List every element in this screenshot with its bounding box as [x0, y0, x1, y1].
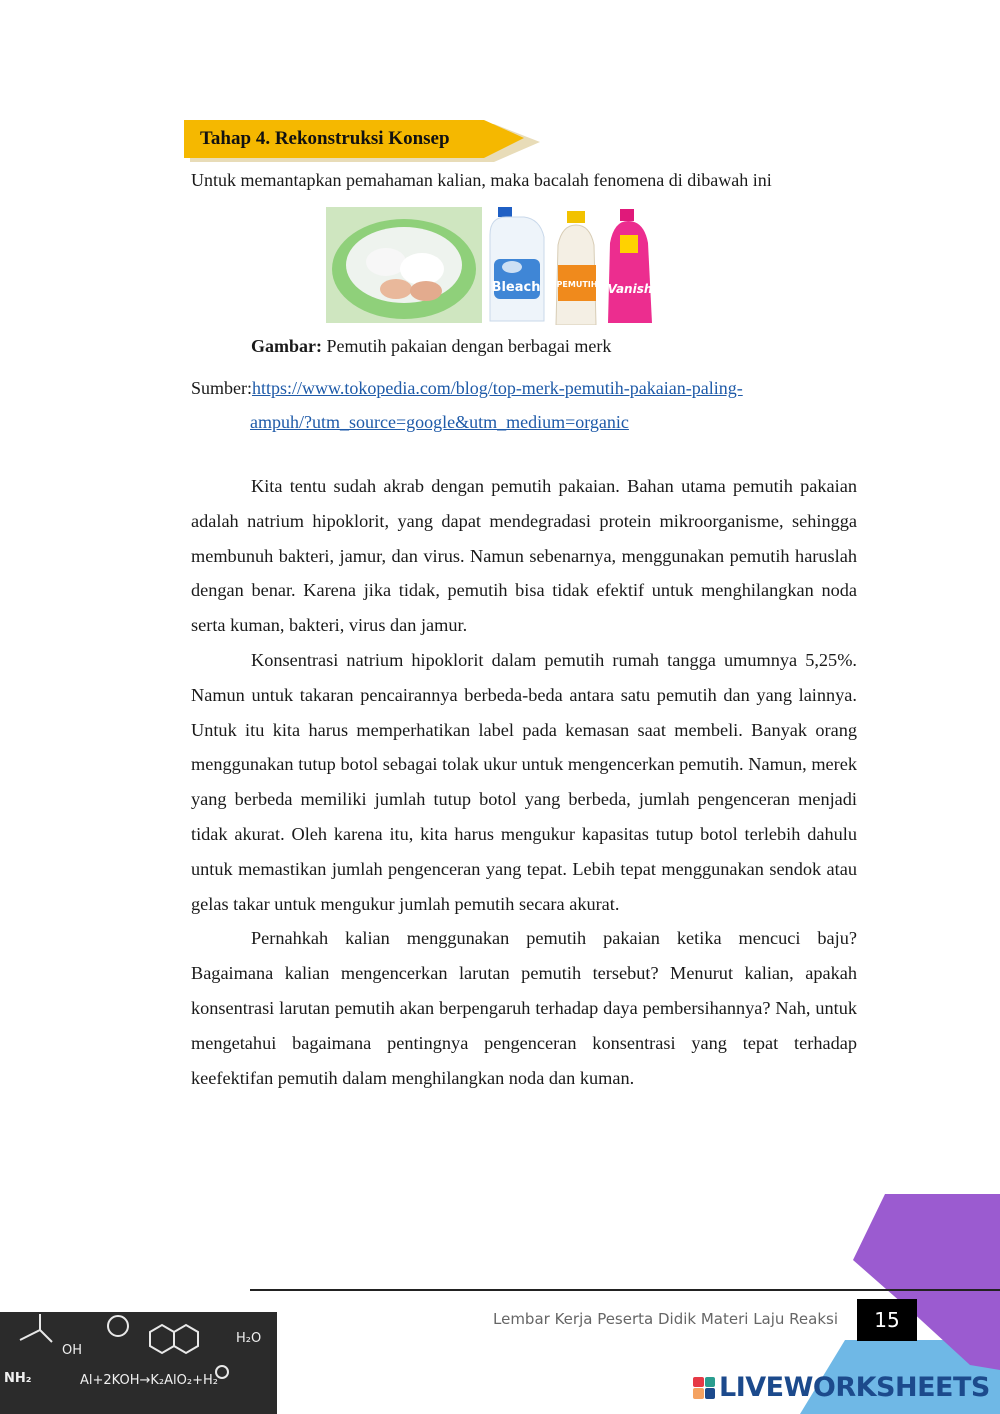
intro-text: Untuk memantapkan pemahaman kalian, maka bacalah fenomena di dibawah ini — [191, 170, 772, 190]
svg-text:Vanish: Vanish — [607, 282, 653, 296]
bleach-products-photo — [326, 207, 664, 325]
source-label: Sumber: — [191, 378, 252, 398]
source-citation — [191, 371, 891, 439]
paragraph: Kita tentu sudah akrab dengan pemutih pakaian. Bahan utama pemutih pakaian adalah natrium hipoklorit, yang dapat mendegradasi protein mikroorganisme, sehingga membunuh bakteri, jamur, dan virus. Namun sebenarnya, menggunakan pemutih haruslah dengan benar. Karena jika tidak, pemutih bisa tidak efektif untuk menghilangkan noda serta kuman, bakteri, virus dan jamur. — [191, 476, 857, 636]
figure-caption — [251, 336, 611, 357]
liveworksheets-logo-icon — [693, 1377, 715, 1399]
chalk-formula-reaction: Al+2KOH→K₂AlO₂+H₂ — [80, 1373, 218, 1388]
section-title: Tahap 4. Rekonstruksi Konsep — [200, 128, 450, 149]
source-link-line2[interactable]: ampuh/?utm_source=google&utm_medium=organic — [250, 412, 629, 432]
caption-label: Gambar: — [251, 336, 322, 356]
page-number: 15 — [857, 1299, 917, 1341]
footer-rule — [250, 1289, 1000, 1291]
chemistry-chalkboard-image — [0, 1312, 277, 1414]
brand-name: LIVEWORKSHEETS — [719, 1372, 990, 1403]
body-text — [191, 469, 857, 1095]
chalk-formula-h2o: H₂O — [236, 1331, 262, 1346]
chalk-formula-nh2: NH₂ — [4, 1371, 32, 1386]
section-banner — [184, 120, 544, 164]
caption-text: Pemutih pakaian dengan berbagai merk — [322, 336, 612, 356]
svg-text:Bleach: Bleach — [491, 280, 541, 295]
source-link-line1[interactable]: https://www.tokopedia.com/blog/top-merk-pemutih-pakaian-paling- — [252, 378, 743, 398]
liveworksheets-logo — [693, 1372, 990, 1403]
paragraph: Pernahkah kalian menggunakan pemutih pakaian ketika mencuci baju? Bagaimana kalian mengencerkan larutan pemutih tersebut? Menurut kalian, apakah konsentrasi larutan pemutih akan berpengaruh terhadap daya pembersihannya? Nah, untuk mengetahui bagaimana pentingnya pengenceran konsentrasi yang tepat terhadap keefektifan pemutih dalam menghilangkan noda dan kuman. — [191, 928, 857, 1088]
footer-title: Lembar Kerja Peserta Didik Materi Laju Reaksi — [493, 1310, 839, 1328]
chalk-formula-oh: OH — [62, 1343, 83, 1358]
svg-text:PEMUTIH: PEMUTIH — [556, 280, 598, 289]
paragraph: Konsentrasi natrium hipoklorit dalam pemutih rumah tangga umumnya 5,25%. Namun untuk takaran pencairannya berbeda-beda antara satu pemutih dan yang lainnya. Untuk itu kita harus memperhatikan label pada kemasan saat membeli. Banyak orang menggunakan tutup botol sebagai tolak ukur untuk mengencerkan pemutih. Namun, merek yang berbeda memiliki jumlah tutup botol yang berbeda, jumlah pengenceran menjadi tidak akurat. Oleh karena itu, kita harus mengukur kapasitas tutup botol terlebih dahulu untuk memastikan jumlah pengenceran yang tepat. Lebih tepat menggunakan sendok atau gelas takar untuk mengukur jumlah pemutih secara akurat. — [191, 649, 857, 914]
